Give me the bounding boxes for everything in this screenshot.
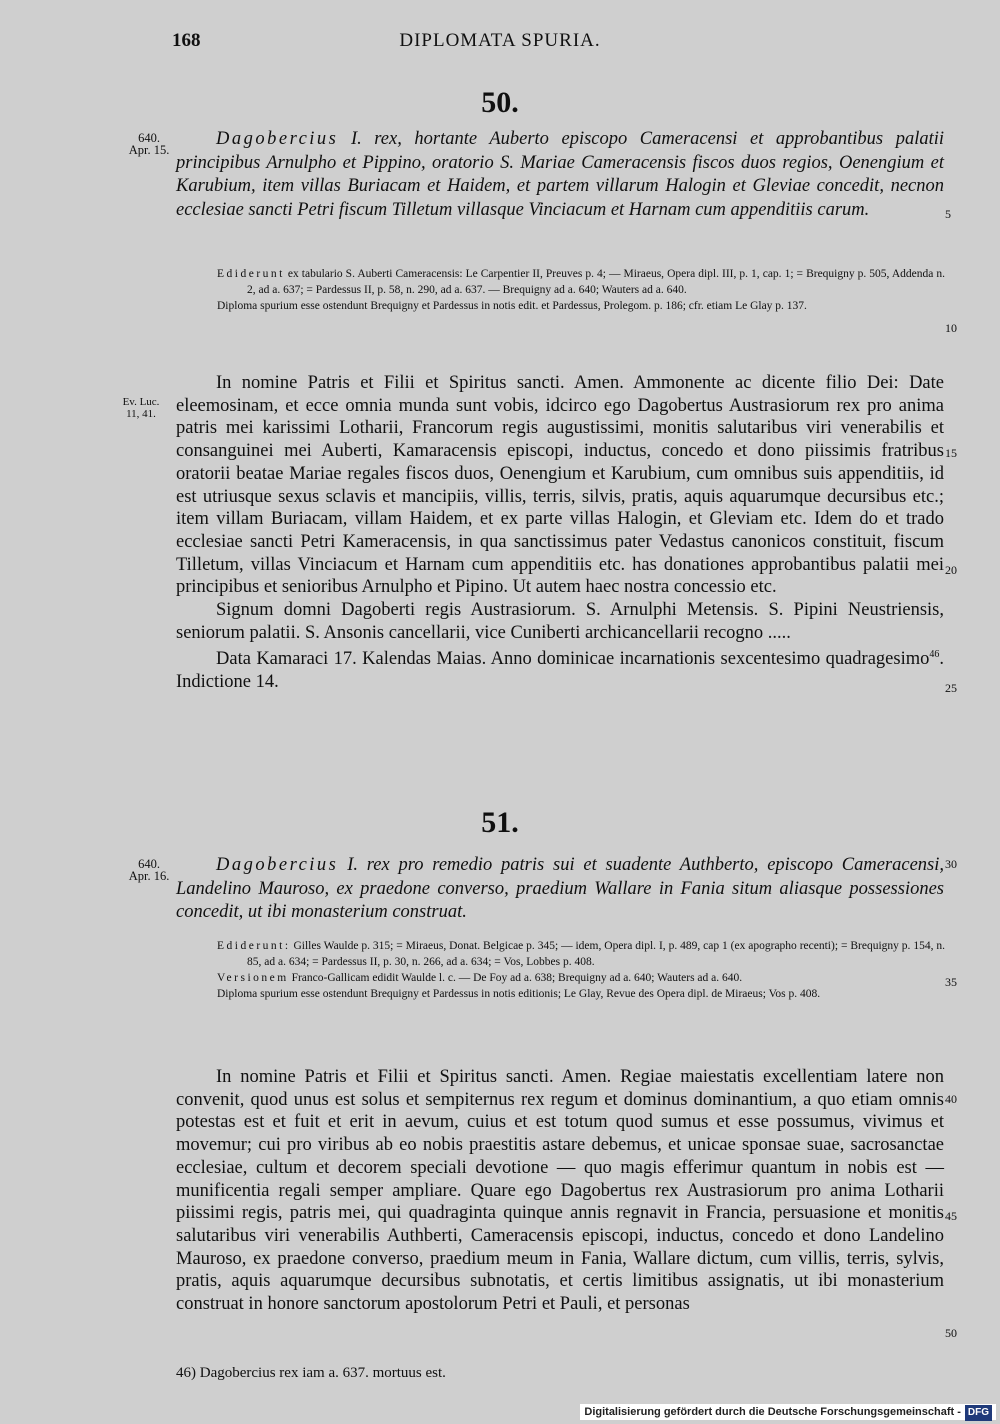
regest-50: Dagobercius I. rex, hortante Auberto episcopo Cameracensi et approbantibus palatii principibus Arnulpho et Pippino, oratorio S. Mariae Cameracensis fiscos duos regios, Oenengium et Karubium, item villas Buriacam et Haidem, et partem villarum Halogin et Gleviae concedit, necnon ecclesiae sancti Petri fiscum Tilletum villasque Vinciacum et Harnam cum appenditiis carum. <box>176 129 945 220</box>
line-number: 50 <box>945 1326 957 1340</box>
document-number-50: 50. <box>481 86 519 119</box>
running-header <box>0 30 1000 56</box>
margin-date-50: 640. Apr. 15. <box>128 131 170 157</box>
line-number: 30 <box>945 857 957 871</box>
document-number-51: 51. <box>481 806 519 839</box>
versions-entry: Versionem Franco-Gallicam edidit Waulde l. c. — De Foy ad a. 638; Brequigny ad a. 640; Wauters ad a. 640. <box>217 972 743 984</box>
line-number: 25 <box>945 681 957 695</box>
charter-text-50 <box>176 372 944 694</box>
line-number: 5 <box>945 207 951 221</box>
dfg-logo: DFG <box>965 1405 992 1421</box>
paragraph: Signum domni Dagoberti regis Austrasiorum. S. Arnulphi Metensis. S. Pipini Neustriensis, seniorum palatii. S. Ansonis cancellarii, vice Cuniberti archicancellarii recogno ..... <box>176 600 944 643</box>
line-number: 45 <box>945 1209 957 1223</box>
dfg-banner-text: Digitalisierung gefördert durch die Deutsche Forschungsgemeinschaft - <box>584 1406 961 1418</box>
line-number: 10 <box>945 321 957 335</box>
page-number: 168 <box>172 30 201 51</box>
line-number: 15 <box>945 446 957 460</box>
editions-50 <box>217 266 945 314</box>
editions-entry: Diploma spurium esse ostendunt Brequigny et Pardessus in notis editionis; Le Glay, Revue des Opera dipl. de Miraeus; Vos p. 408. <box>217 988 821 1000</box>
editions-entry: Ediderunt: Gilles Waulde p. 315; = Miraeus, Donat. Belgicae p. 345; — idem, Opera dipl. I, p. 489, cap 1 (ex apographo recenti); = Brequigny p. 154, n. 85, ad a. 634; = Pardessus II, p. 30, n. 266, ad a. 634; = Vos, Lobbes p. 408. <box>217 940 946 968</box>
editions-51 <box>217 938 945 1002</box>
margin-reference: Ev. Luc. 11, 41. <box>122 396 160 420</box>
line-number: 20 <box>945 563 957 577</box>
footnote-marker: 46 <box>929 649 940 661</box>
regest-51: Dagobercius I. rex pro remedio patris sui et suadente Authberto, episcopo Cameracensi, Landelino Mauroso, ex praedone converso, praedium Wallare in Fania situm aliasque possessiones concedit, ut ibi monasterium construat. <box>176 855 944 922</box>
running-title: DIPLOMATA SPURIA. <box>399 30 601 51</box>
paragraph: In nomine Patris et Filii et Spiritus sancti. Amen. Ammonente ac dicente filio Dei: Date eleemosinam, et ecce omnia munda sunt vobis, idcirco ego Dagobertus Austrasiorum rex pro anima patris mei karissimi Lotharii, Francorum regis augustissimi, monitis salutaribus viri venerabilis et consanguinei mei Auberti, Kamaracensis episcopi, inductus, concedo et dono piissimis fratribus oratorii beatae Mariae regales fiscos duos, Oenengium et Karubium, cum omnibus suis appenditiis, id est utriusque sexus sclavis et mancipiis, villis, terris, silvis, pratis, aquis aquarumque decursibus etc.; item villam Buriacam, villam Haidem, et ex parte villas Halogin, et Gleviam etc. Idem do et trado ecclesiae sancti Petri Kameracensis, in qua sanctissimus pater Vedastus canonicos constituit, fiscum Tilletum, villas Vinciacum et Harnam cum appenditiis etc. has donationes approbantibus palatii mei principibus et senioribus Arnulpho et Pipino. Ut autem haec nostra concessio etc. <box>176 373 944 598</box>
paragraph: Data Kamaraci 17. Kalendas Maias. Anno dominicae incarnationis sexcentesimo quadragesimo$^{46}$. Indictione 14. <box>176 649 944 693</box>
charter-text-51 <box>176 1066 944 1316</box>
editions-entry: Ediderunt ex tabulario S. Auberti Cameracensis: Le Carpentier II, Preuves p. 4; — Miraeus, Opera dipl. III, p. 1, cap. 1; = Brequigny p. 505, Addenda n. 2, ad a. 637; = Pardessus II, p. 58, n. 290, ad a. 637. — Brequigny ad a. 640; Wauters ad a. 640. <box>217 268 945 296</box>
paragraph: In nomine Patris et Filii et Spiritus sancti. Amen. Regiae maiestatis excellentiam latere non convenit, quod unus est solus et sempiternus rex regum et dominus dominantium, a quo etiam omnis potestas est et fuit et erit in aevum, cuius et est totum quod sumus et esse possumus, vivimus et movemur; cui pro viribus ab eo nobis praestitis astare debemus, et unicae sponsae suae, sacrosanctae ecclesiae, cultum et decorem speciali devotione — quo magis efferimur quantum in nobis est — munificentia regali semper ampliare. Quare ego Dagobertus rex Austrasiorum pro anima Lotharii piissimi regis, patris mei, qui quadraginta quinque annis regnavit in Francia, persuasione et monitis salutaribus viri venerabilis Authberti, Cameracensis episcopi, inductus, concedo et dono Landelino Mauroso, ex praedone converso, praedium meum in Fania, Wallare dictum, cum villis, terris, sylvis, pratis, aquis aquarumque decursibus subnotatis, et certis limitibus assignatis, ut ibi monasterium construat in honore sanctorum apostolorum Petri et Pauli, et personas <box>176 1067 944 1315</box>
margin-date-51: 640. Apr. 16. <box>128 857 170 883</box>
editions-entry: Diploma spurium esse ostendunt Brequigny et Pardessus in notis edit. et Pardessus, Prolegom. p. 186; cfr. etiam Le Glay p. 137. <box>217 300 807 312</box>
dfg-banner <box>580 1404 996 1420</box>
footnote: 46) Dagobercius rex iam a. 637. mortuus est. <box>176 1365 446 1381</box>
line-number: 40 <box>945 1092 957 1106</box>
line-number: 35 <box>945 975 957 989</box>
